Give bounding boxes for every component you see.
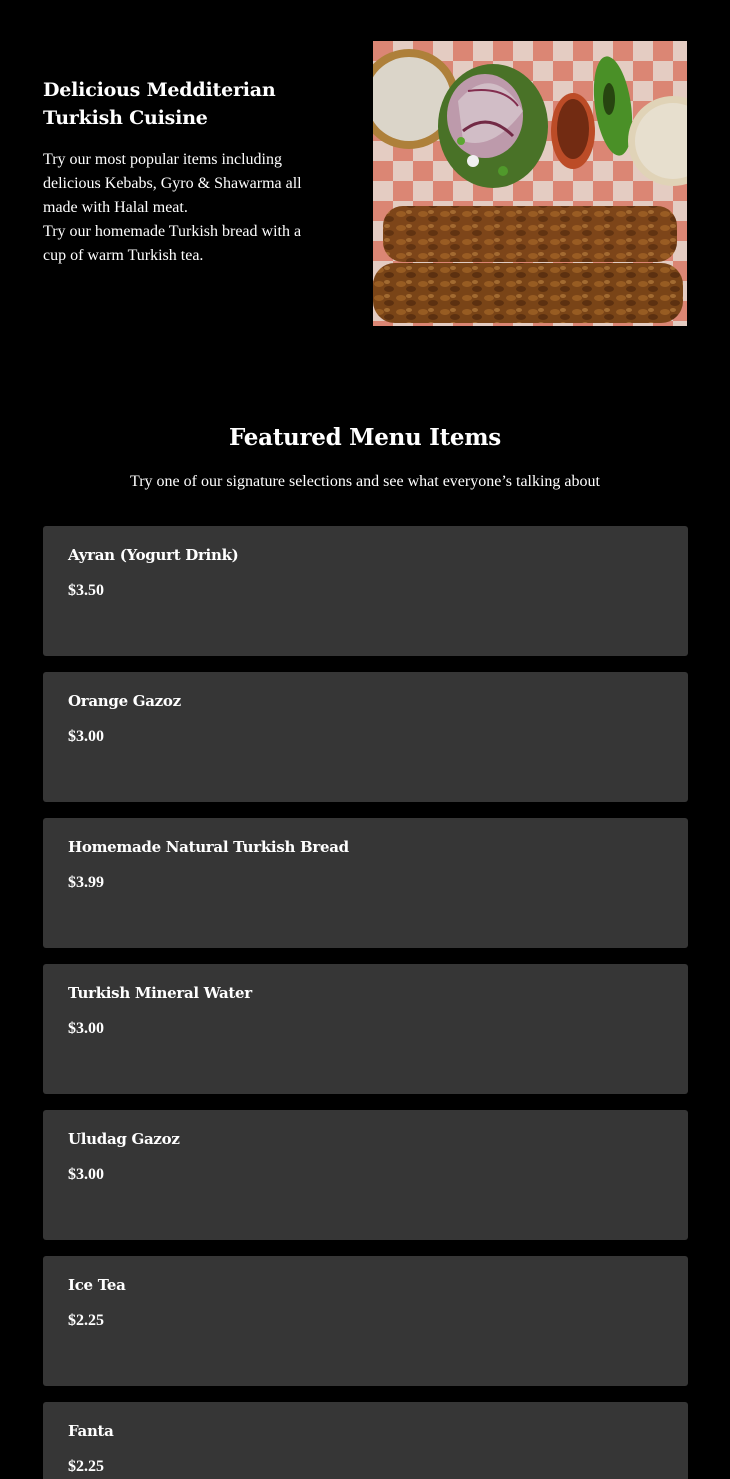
hero-food-image: [373, 41, 687, 326]
menu-item-price: $2.25: [68, 1312, 104, 1329]
menu-item-name: Orange Gazoz: [68, 692, 181, 710]
menu-item-price: $3.00: [68, 728, 104, 745]
hero-title-line2: Turkish Cuisine: [43, 107, 208, 129]
menu-item-card[interactable]: [43, 1256, 688, 1386]
menu-item-card[interactable]: [43, 1402, 688, 1479]
menu-item-name: Turkish Mineral Water: [68, 984, 252, 1002]
menu-item-card[interactable]: [43, 1110, 688, 1240]
hero-title: [43, 76, 318, 132]
hero-description-para2: Try our homemade Turkish bread with a cup of warm Turkish tea.: [43, 223, 302, 264]
menu-item-price: $3.00: [68, 1020, 104, 1037]
featured-title: Featured Menu Items: [229, 424, 501, 451]
hero-description-para1: Try our most popular items including delicious Kebabs, Gyro & Shawarma all made with Halal meat.: [43, 151, 302, 216]
hero-title-line1: Delicious Medditerian: [43, 79, 276, 101]
featured-subtitle: Try one of our signature selections and see what everyone’s talking about: [130, 473, 600, 490]
menu-item-name: Ayran (Yogurt Drink): [68, 546, 239, 564]
menu-item-card[interactable]: [43, 818, 688, 948]
menu-item-card[interactable]: [43, 964, 688, 1094]
menu-item-price: $2.25: [68, 1458, 104, 1475]
menu-item-name: Ice Tea: [68, 1276, 126, 1294]
menu-item-name: Fanta: [68, 1422, 114, 1440]
hero-section: [0, 0, 730, 370]
menu-item-card[interactable]: [43, 672, 688, 802]
menu-item-price: $3.50: [68, 582, 104, 599]
menu-item-name: Homemade Natural Turkish Bread: [68, 838, 349, 856]
menu-item-name: Uludag Gazoz: [68, 1130, 180, 1148]
menu-list: [43, 526, 688, 1479]
menu-item-price: $3.00: [68, 1166, 104, 1183]
menu-item-card[interactable]: [43, 526, 688, 656]
hero-description: [43, 148, 318, 268]
featured-section: [0, 420, 730, 494]
hero-text: [43, 76, 318, 268]
menu-item-price: $3.99: [68, 874, 104, 891]
